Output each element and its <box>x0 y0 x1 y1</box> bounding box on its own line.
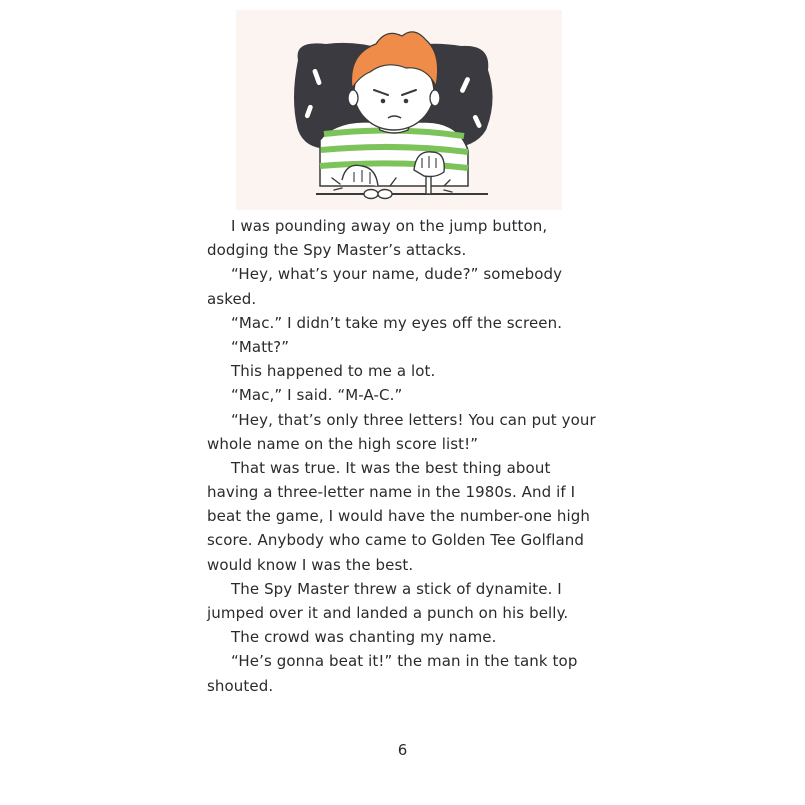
text-line: This happened to me a lot. <box>231 362 436 381</box>
text-line: score. Anybody who came to Golden Tee Golfland <box>207 531 585 550</box>
text-line: “Mac,” I said. “M-A-C.” <box>231 386 403 405</box>
story-text <box>207 214 607 698</box>
text-line: beat the game, I would have the number-one high <box>207 507 590 526</box>
text-line: dodging the Spy Master’s attacks. <box>207 241 467 260</box>
text-line: asked. <box>207 289 257 308</box>
text-line: would know I was the best. <box>207 555 414 574</box>
text-line: having a three-letter name in the 1980s. And if I <box>207 483 576 502</box>
text-line: “Mac.” I didn’t take my eyes off the screen. <box>231 313 563 332</box>
text-line: The Spy Master threw a stick of dynamite. I <box>231 579 562 598</box>
text-line: I was pounding away on the jump button, <box>231 217 548 235</box>
text-line: “He’s gonna beat it!” the man in the tank top <box>231 652 578 671</box>
text-line: “Hey, that’s only three letters! You can put your <box>231 410 596 429</box>
text-line: That was true. It was the best thing about <box>231 458 551 477</box>
text-line: whole name on the high score list!” <box>207 434 479 453</box>
text-line: jumped over it and landed a punch on his belly. <box>207 604 569 622</box>
text-line: The crowd was chanting my name. <box>231 628 497 647</box>
page-number: 6 <box>397 741 408 759</box>
text-line: shouted. <box>207 676 274 695</box>
boy-playing-arcade-illustration <box>236 10 562 210</box>
text-line: “Hey, what’s your name, dude?” somebody <box>231 265 563 284</box>
text-line: “Matt?” <box>231 337 290 356</box>
